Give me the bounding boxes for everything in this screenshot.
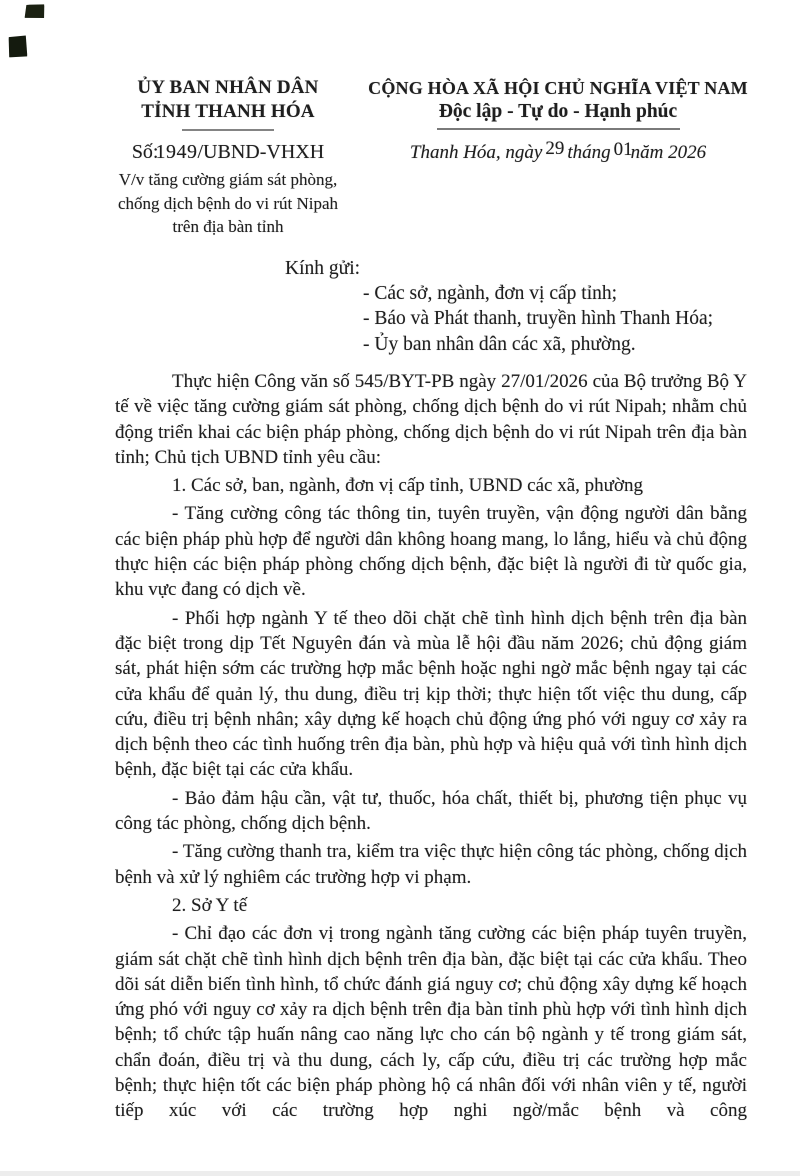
motto-underline bbox=[437, 128, 680, 130]
date-year-suffix: năm 2026 bbox=[630, 142, 707, 163]
date-month-label: tháng bbox=[567, 142, 611, 163]
recipient-item: - Báo và Phát thanh, truyền hình Thanh Hóa; bbox=[363, 308, 714, 330]
date-place-prefix: Thanh Hóa, ngày bbox=[409, 142, 543, 163]
body-paragraph: - Tăng cường thanh tra, kiểm tra việc thực hiện công tác phòng, chống dịch bệnh và xử lý nghiêm các trường hợp vi phạm. bbox=[115, 841, 747, 888]
document-body bbox=[115, 369, 747, 1127]
recipients-block bbox=[285, 256, 713, 357]
scan-artifact-1 bbox=[23, 3, 45, 20]
subject-line: trên địa bàn tỉnh bbox=[172, 217, 284, 236]
issuing-authority-block bbox=[92, 76, 364, 239]
body-section-1-heading: 1. Các sở, ban, ngành, đơn vị cấp tỉnh, UBND các xã, phường bbox=[172, 475, 644, 497]
authority-name-line1: ỦY BAN NHÂN DÂN bbox=[137, 77, 319, 98]
recipient-item: - Các sở, ngành, đơn vị cấp tỉnh; bbox=[363, 283, 618, 305]
body-paragraph: - Bảo đảm hậu cần, vật tư, thuốc, hóa chất, thiết bị, phương tiện phục vụ công tác phòng, chống dịch bệnh. bbox=[115, 787, 747, 835]
document-number bbox=[92, 140, 364, 164]
subject-line: V/v tăng cường giám sát phòng, bbox=[118, 170, 338, 189]
body-paragraph: - Phối hợp ngành Y tế theo dõi chặt chẽ tình hình dịch bệnh trên địa bàn đặc biệt trong dịp Tết Nguyên đán và mùa lễ hội đầu năm 2026; chủ động giám sát, phát hiện sớm các trường hợp mắc bệnh hoặc nghi ngờ mắc bệnh ngay tại các cửa khẩu để quản lý, thu dung, điều trị kịp thời; thực hiện tốt việc thu dung, cấp cứu, điều trị bệnh nhân; xây dựng kế hoạch chủ động ứng phó với nguy cơ xảy ra dịch bệnh theo các tình huống trên địa bàn, phù hợp và hiệu quả với tình hình dịch bệnh, đặc biệt tại các cửa khẩu. bbox=[115, 607, 747, 781]
body-section-2-heading: 2. Sở Y tế bbox=[172, 894, 248, 916]
authority-underline bbox=[182, 129, 274, 131]
recipient-list bbox=[363, 281, 713, 357]
document-subject bbox=[92, 168, 364, 239]
recipient-item: - Ủy ban nhân dân các xã, phường. bbox=[363, 333, 636, 355]
date-month: 01 bbox=[613, 139, 633, 160]
date-line bbox=[364, 138, 752, 165]
authority-name-line2: TỈNH THANH HÓA bbox=[141, 101, 315, 122]
document-number-suffix: /UBND-VHXH bbox=[197, 141, 325, 163]
salutation: Kính gửi: bbox=[285, 258, 361, 279]
page-bottom-edge bbox=[0, 1171, 800, 1176]
document-number-value: 1949 bbox=[155, 141, 198, 163]
national-header-block bbox=[364, 76, 752, 165]
document-number-label: Số: bbox=[131, 141, 159, 163]
scan-artifact-2 bbox=[7, 34, 29, 58]
body-paragraph: - Tăng cường công tác thông tin, tuyên truyền, vận động người dân bằng các biện pháp phù hợp để người dân không hoang mang, lo lắng, hiểu và chủ động thực hiện các biện pháp phòng chống dịch bệnh, đặc biệt là người đi từ quốc gia, khu vực đang có dịch về. bbox=[115, 503, 747, 601]
date-day: 29 bbox=[545, 138, 565, 159]
body-paragraph-intro: Thực hiện Công văn số 545/BYT-PB ngày 27/01/2026 của Bộ trưởng Bộ Y tế về việc tăng cường giám sát phòng, chống dịch bệnh do vi rút Nipah; nhằm chủ động triển khai các biện pháp phòng, chống dịch bệnh do vi rút Nipah trên địa bàn tỉnh; Chủ tịch UBND tỉnh yêu cầu: bbox=[115, 371, 747, 468]
body-paragraph-cutoff: - Chỉ đạo các đơn vị trong ngành tăng cường các biện pháp tuyên truyền, giám sát chặt chẽ tình hình dịch bệnh trên địa bàn, đặc biệt tại các cửa khẩu. Theo dõi sát diễn biến tình hình, tổ chức đánh giá nguy cơ; chủ động xây dựng kế hoạch ứng phó với nguy cơ xảy ra dịch bệnh trên địa bàn tỉnh phù hợp với tình hình dịch bệnh; tổ chức tập huấn nâng cao năng lực cho cán bộ ngành y tế trong giám sát, chẩn đoán, điều trị và thu dung, cách ly, cấp cứu, điều trị các trường hợp mắc bệnh; thực hiện tốt các biện pháp phòng hộ cá nhân đối với nhân viên y tế, người tiếp xúc với các trường hợp nghi ngờ/mắc bệnh và công bbox=[115, 923, 747, 1122]
subject-line: chống dịch bệnh do vi rút Nipah bbox=[117, 193, 338, 213]
national-name-line: CỘNG HÒA XÃ HỘI CHỦ NGHĨA VIỆT NAM bbox=[368, 78, 748, 98]
national-motto: Độc lập - Tự do - Hạnh phúc bbox=[438, 101, 678, 122]
